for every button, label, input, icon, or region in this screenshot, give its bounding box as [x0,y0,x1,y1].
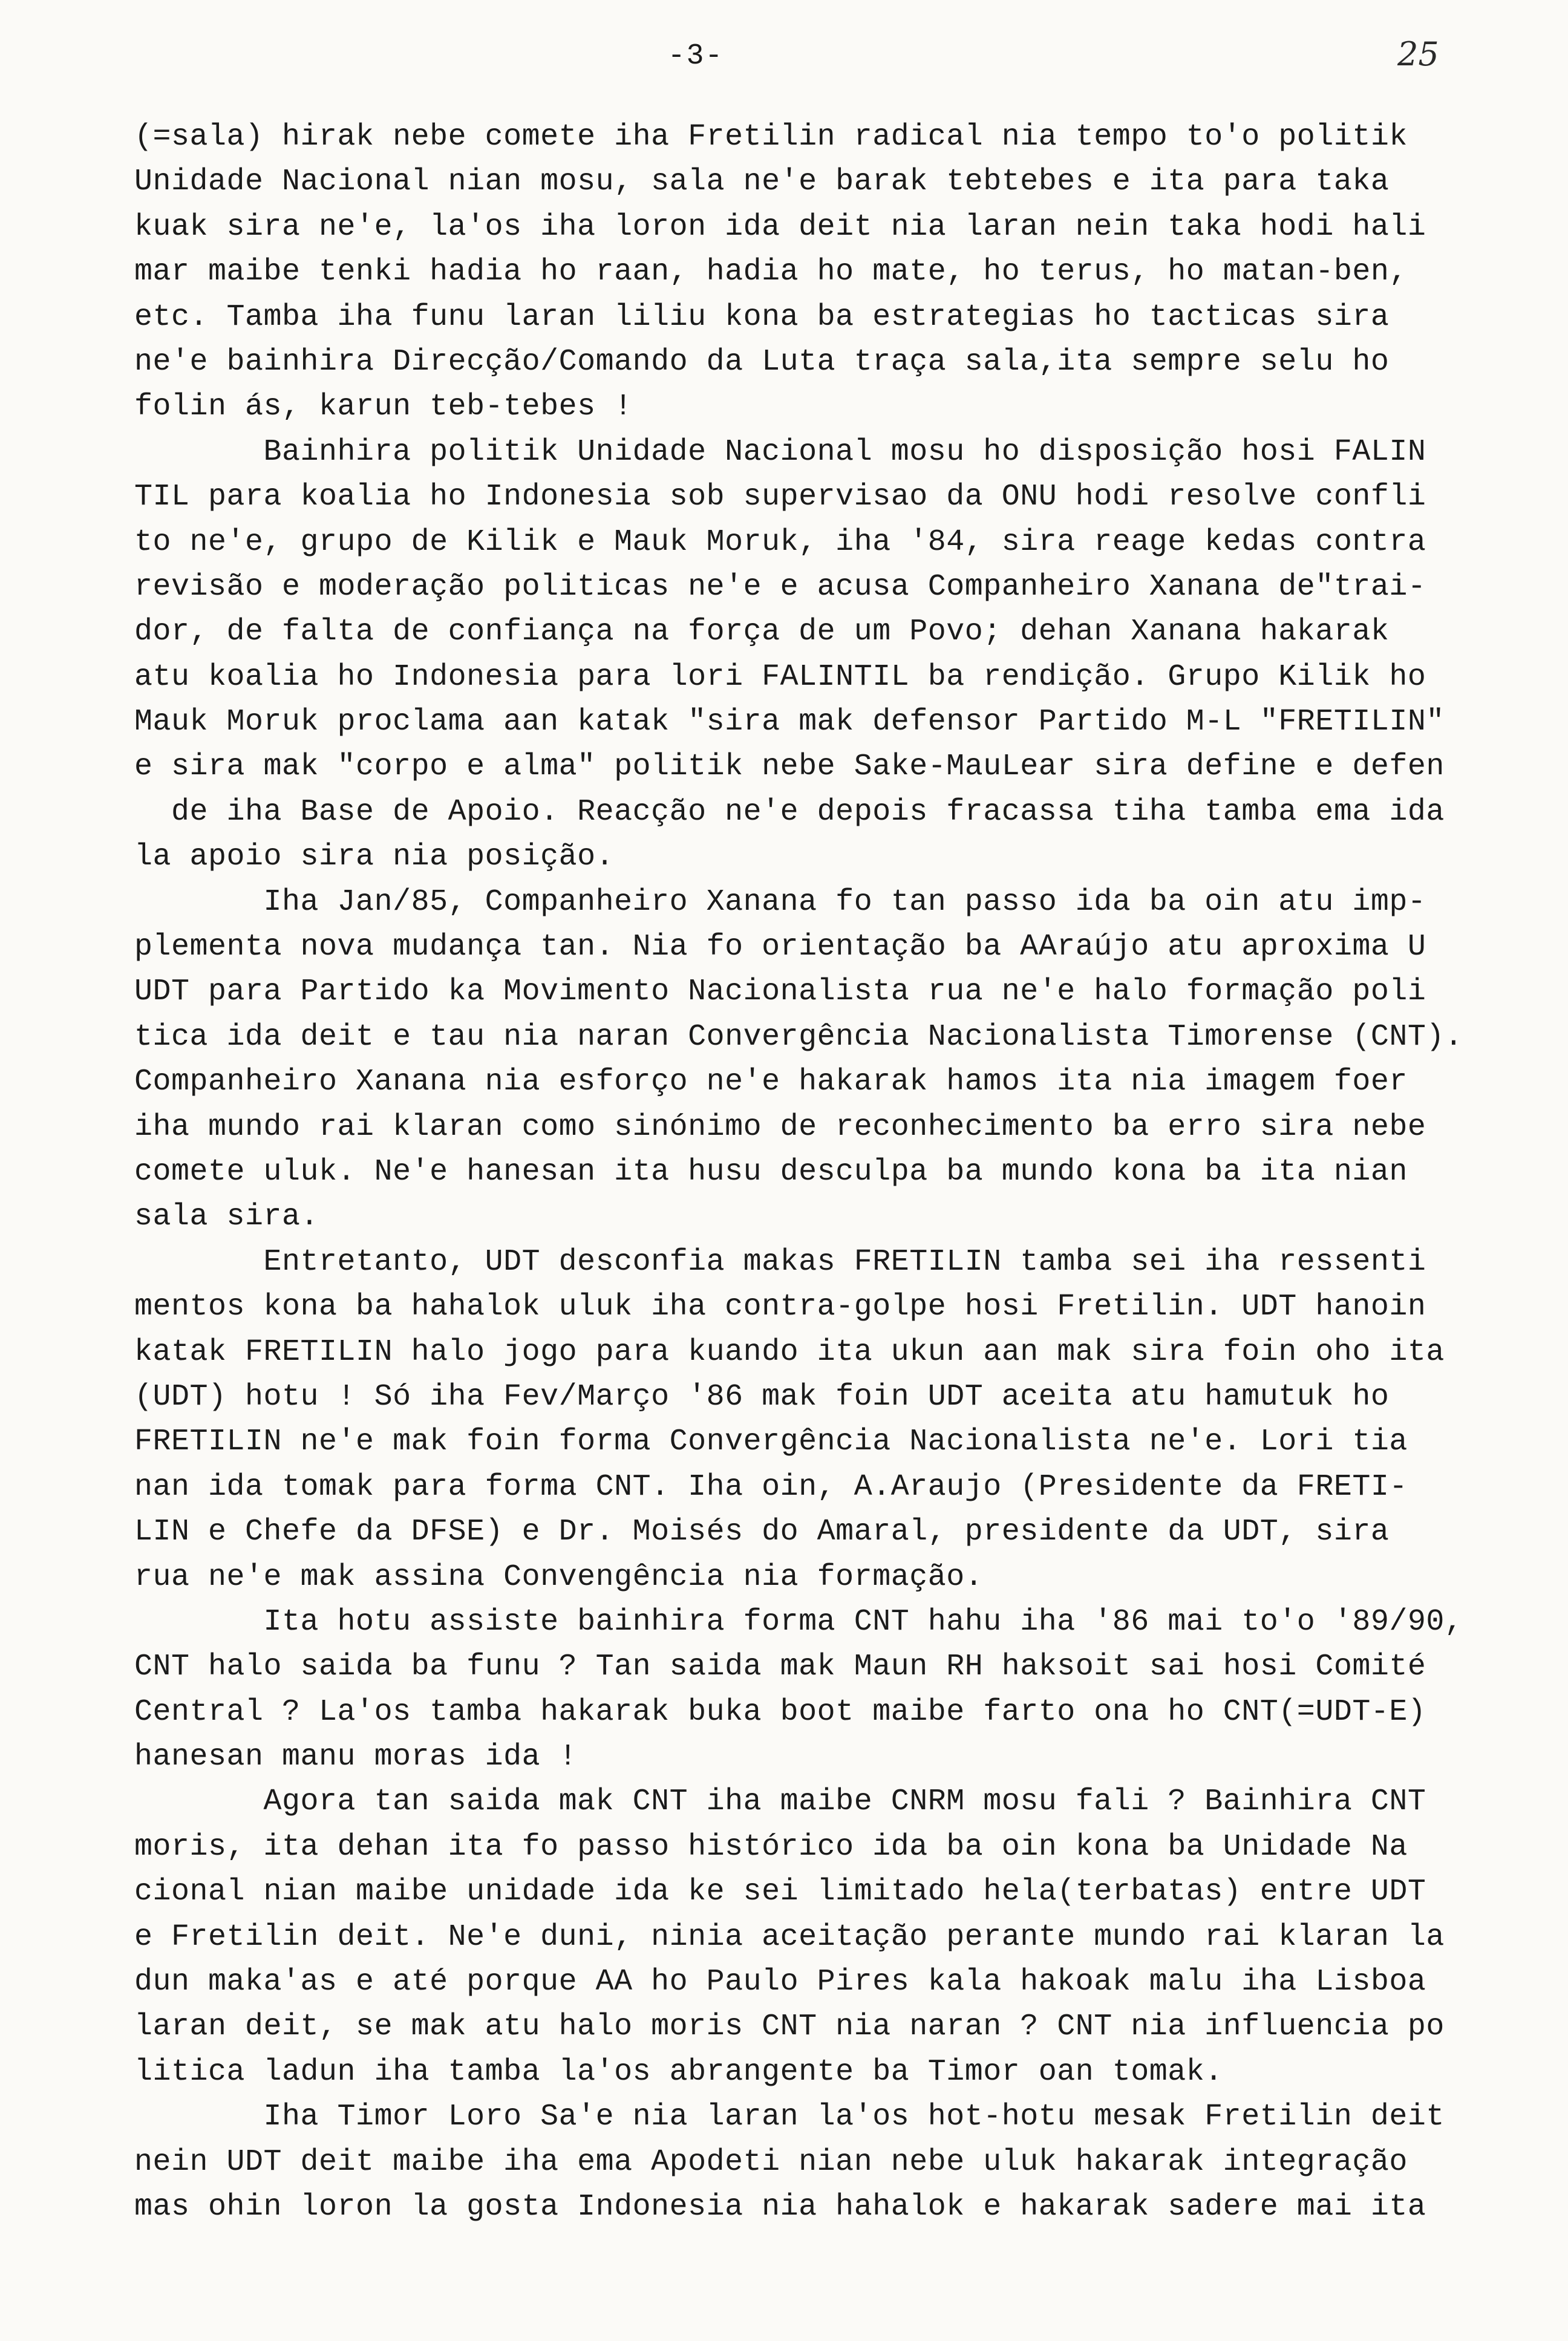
text-line: nan ida tomak para forma CNT. Iha oin, A.Araujo (Presidente da FRETI- [134,1469,1408,1504]
text-line: FRETILIN ne'e mak foin forma Convergência Nacionalista ne'e. Lori tia [134,1425,1408,1460]
text-line: plementa nova mudança tan. Nia fo orientação ba AAraújo atu aproxima U [134,930,1426,965]
text-line: TIL para koalia ho Indonesia sob supervisao da ONU hodi resolve confli [134,480,1426,515]
page-number: -3- [667,40,724,73]
text-line: mar maibe tenki hadia ho raan, hadia ho mate, ho terus, ho matan-ben, [134,255,1408,290]
text-line: Agora tan saida mak CNT iha maibe CNRM mosu fali ? Bainhira CNT [134,1784,1426,1820]
text-line: rua ne'e mak assina Convengência nia formação. [134,1559,984,1595]
text-line: Central ? La'os tamba hakarak buka boot maibe farto ona ho CNT(=UDT-E) [134,1694,1426,1729]
text-line: la apoio sira nia posição. [134,840,615,875]
text-line: nein UDT deit maibe iha ema Apodeti nian nebe uluk hakarak integração [134,2144,1408,2179]
text-line: ne'e bainhira Direcção/Comando da Luta traça sala,ita sempre selu ho [134,344,1390,379]
text-line: CNT halo saida ba funu ? Tan saida mak Maun RH haksoit sai hosi Comité [134,1650,1426,1685]
text-line: Companheiro Xanana nia esforço ne'e hakarak hamos ita nia imagem foer [134,1065,1408,1100]
text-line: iha mundo rai klaran como sinónimo de reconhecimento ba erro sira nebe [134,1109,1426,1144]
text-line: dun maka'as e até porque AA ho Paulo Pires kala hakoak malu iha Lisboa [134,1965,1426,2000]
text-line: Unidade Nacional nian mosu, sala ne'e barak tebtebes e ita para taka [134,165,1390,200]
text-line: Bainhira politik Unidade Nacional mosu ho disposição hosi FALIN [134,434,1426,469]
text-line: to ne'e, grupo de Kilik e Mauk Moruk, iha '84, sira reage kedas contra [134,524,1426,560]
text-line: UDT para Partido ka Movimento Nacionalista rua ne'e halo formação poli [134,975,1426,1010]
text-line: Iha Timor Loro Sa'e nia laran la'os hot-hotu mesak Fretilin deit [134,2100,1445,2135]
text-line: comete uluk. Ne'e hanesan ita husu desculpa ba mundo kona ba ita nian [134,1154,1408,1189]
text-line: atu koalia ho Indonesia para lori FALINTIL ba rendição. Grupo Kilik ho [134,659,1426,694]
text-line: etc. Tamba iha funu laran liliu kona ba estrategias ho tacticas sira [134,299,1390,335]
text-line: dor, de falta de confiança na força de um Povo; dehan Xanana hakarak [134,615,1390,650]
text-line: (=sala) hirak nebe comete iha Fretilin radical nia tempo to'o politik [134,120,1408,154]
text-line: Entretanto, UDT desconfia makas FRETILIN tamba sei iha ressenti [134,1244,1426,1279]
text-line: de iha Base de Apoio. Reacção ne'e depois fracassa tiha tamba ema ida [134,794,1445,829]
text-line: e Fretilin deit. Ne'e duni, ninia aceitação perante mundo rai klaran la [134,1919,1445,1954]
typewritten-body [134,115,1463,2230]
text-line: moris, ita dehan ita fo passo histórico ida ba oin kona ba Unidade Na [134,1829,1408,1864]
text-line: cional nian maibe unidade ida ke sei limitado hela(terbatas) entre UDT [134,1875,1426,1910]
text-line: mas ohin loron la gosta Indonesia nia hahalok e hakarak sadere mai ita [134,2189,1426,2224]
text-line: laran deit, se mak atu halo moris CNT nia naran ? CNT nia influencia po [134,2010,1445,2045]
text-line: LIN e Chefe da DFSE) e Dr. Moisés do Amaral, presidente da UDT, sira [134,1515,1390,1550]
text-line: tica ida deit e tau nia naran Convergência Nacionalista Timorense (CNT). [134,1019,1463,1054]
text-line: mentos kona ba hahalok uluk iha contra-golpe hosi Fretilin. UDT hanoin [134,1290,1426,1325]
text-line: kuak sira ne'e, la'os iha loron ida deit nia laran nein taka hodi hali [134,209,1426,244]
text-line: Mauk Moruk proclama aan katak "sira mak defensor Partido M-L "FRETILIN" [134,705,1445,740]
text-line: litica ladun iha tamba la'os abrangente ba Timor oan tomak. [134,2054,1223,2089]
text-line: Ita hotu assiste bainhira forma CNT hahu iha '86 mai to'o '89/90, [134,1604,1463,1639]
text-line: Iha Jan/85, Companheiro Xanana fo tan passo ida ba oin atu imp- [134,884,1426,919]
text-line: folin ás, karun teb-tebes ! [134,390,633,425]
text-line: katak FRETILIN halo jogo para kuando ita ukun aan mak sira foin oho ita [134,1334,1445,1370]
text-line: revisão e moderação politicas ne'e e acusa Companheiro Xanana de"trai- [134,569,1426,604]
text-line: e sira mak "corpo e alma" politik nebe Sake-MauLear sira define e defen [134,749,1445,785]
handwritten-folio-number: 25 [1397,35,1439,73]
text-line: (UDT) hotu ! Só iha Fev/Março '86 mak foin UDT aceita atu hamutuk ho [134,1379,1390,1414]
text-line: sala sira. [134,1200,319,1235]
text-line: hanesan manu moras ida ! [134,1740,578,1775]
